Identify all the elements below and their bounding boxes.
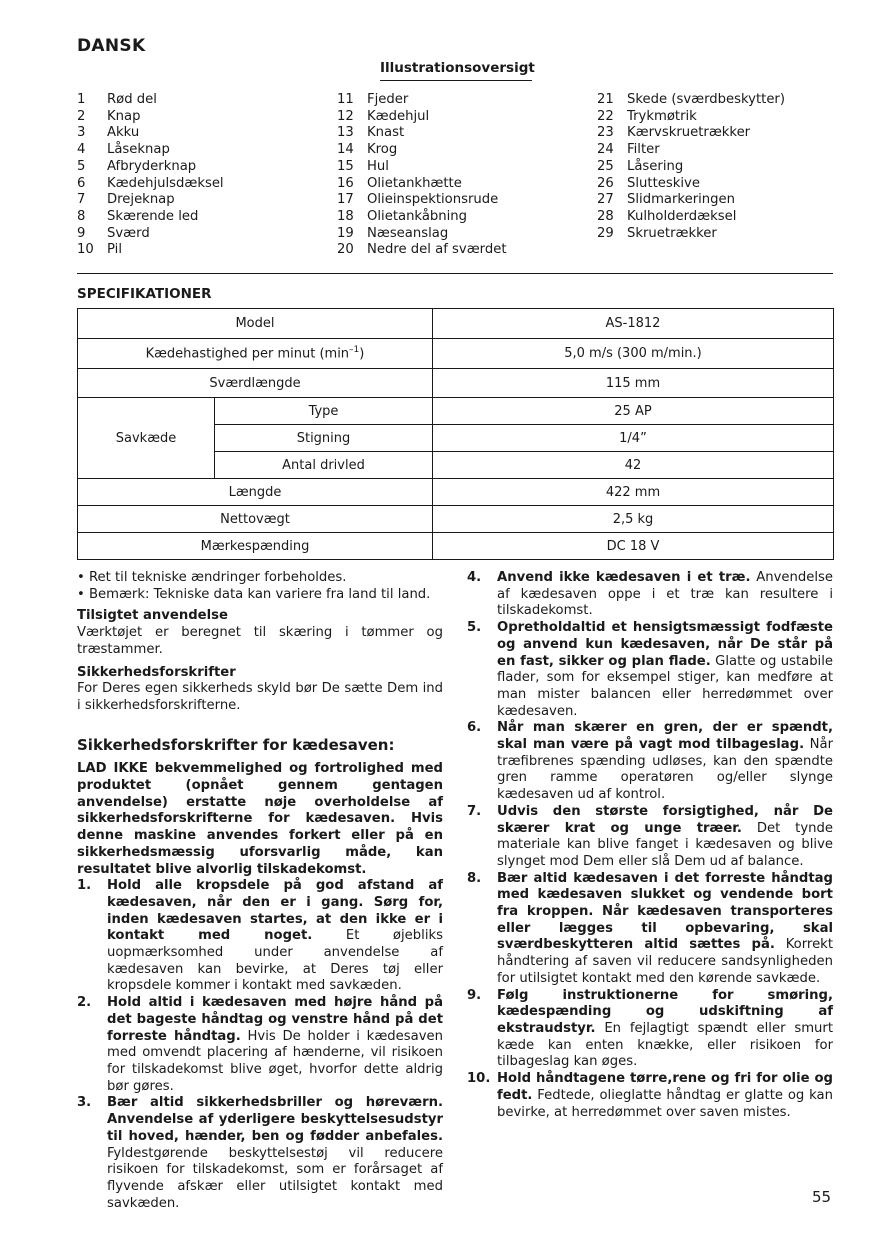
- spec-value: 25 AP: [433, 398, 834, 425]
- part-number: 20: [337, 242, 354, 258]
- part-number: 16: [337, 175, 354, 191]
- safety-item-text: [497, 871, 833, 988]
- spec-label: Længde: [78, 479, 433, 506]
- safety-item-bold: Når man skærer en gren, der er spændt, skal man være på vagt mod tilbageslag.: [497, 720, 833, 753]
- specifications-heading: SPECIFIKATIONER: [77, 286, 212, 302]
- part-label: Kædehjulsdæksel: [107, 175, 224, 191]
- specifications-table: [77, 308, 834, 560]
- spec-label: Sværdlængde: [78, 369, 433, 398]
- safety-item-bold: Hold håndtagene tørre,rene og fri for olie og fedt.: [497, 1071, 833, 1103]
- safety-item-body: Det tynde materiale kan blive fanget i kædesaven og blive slynget mod Dem eller slå Dem ud af balance.: [497, 820, 833, 869]
- safety-item-bold: Bær altid sikkerhedsbriller og høreværn. Anvendelse af yderligere beskyttelsesudstyr til hoved, hænder, ben og fødder anbefales.: [107, 1095, 443, 1144]
- part-label: Knast: [367, 125, 405, 141]
- spec-row-model: [78, 309, 834, 339]
- speed-label-text: Kædehastighed per minut (min: [145, 346, 350, 362]
- part-number: 28: [597, 208, 614, 224]
- parts-list-item: [597, 192, 785, 209]
- speed-label-exponent: –1: [349, 345, 360, 356]
- part-number: 13: [337, 125, 354, 141]
- safety-items-left: [77, 878, 443, 1212]
- part-label: Slidmarkeringen: [627, 192, 735, 208]
- part-label: Olietankåbning: [367, 208, 468, 224]
- part-label: Nedre del af sværdet: [367, 242, 507, 258]
- safety-item-bold: Hold alle kropsdele på god afstand af kædesaven, når den er i gang. Sørg for, inden kædesaven startes, at den ikke er i kontakt med noget.: [107, 878, 443, 944]
- parts-list-item: [77, 209, 224, 226]
- spec-label: Mærkespænding: [78, 533, 433, 560]
- spec-value: 1/4”: [433, 425, 834, 452]
- safety-heading: Sikkerhedsforskrifter: [77, 664, 236, 680]
- part-label: Næseanslag: [367, 225, 449, 241]
- intended-use-heading: Tilsigtet anvendelse: [77, 608, 228, 624]
- part-number: 2: [77, 108, 86, 124]
- safety-item: [467, 720, 833, 804]
- part-label: Knap: [107, 108, 141, 124]
- spec-value: 2,5 kg: [433, 506, 834, 533]
- spec-value: DC 18 V: [433, 533, 834, 560]
- intended-use-text: Værktøjet er beregnet til skæring i tømmer og træstammer.: [77, 625, 443, 657]
- spec-label: Model: [78, 309, 433, 339]
- safety-item-text: [497, 1071, 833, 1121]
- part-number: 23: [597, 125, 614, 141]
- part-label: Olietankhætte: [367, 175, 462, 191]
- spec-group-label: Savkæde: [78, 398, 215, 479]
- safety-item-text: [497, 988, 833, 1072]
- parts-list-column-3: [597, 92, 785, 242]
- safety-item-number: 7.: [467, 803, 482, 819]
- parts-list-column-2: [337, 92, 507, 259]
- part-label: Fjeder: [367, 92, 409, 107]
- part-number: 5: [77, 158, 86, 174]
- safety-item-text: [497, 570, 833, 620]
- part-label: Låsering: [627, 158, 684, 174]
- safety-item: [467, 1071, 833, 1121]
- spec-label: Antal drivled: [215, 452, 433, 479]
- safety-item-text: [107, 995, 443, 1095]
- part-label: Pil: [107, 242, 122, 258]
- parts-list-item: [597, 226, 785, 243]
- part-label: Filter: [627, 142, 660, 158]
- safety-item: [77, 878, 443, 995]
- spec-row-rated-voltage: [78, 533, 834, 560]
- part-number: 26: [597, 175, 614, 191]
- safety-item-body: Når træfibrenes spænding udløses, kan den spændte gren ramme operatøren og/eller slynge kædesaven ud af kontrol.: [497, 737, 833, 803]
- parts-list-item: [77, 109, 224, 126]
- parts-list-item: [337, 109, 507, 126]
- part-label: Kædehjul: [367, 108, 430, 124]
- safety-items-right: [467, 570, 833, 1121]
- spec-value: 42: [433, 452, 834, 479]
- part-label: Hul: [367, 158, 389, 174]
- parts-list-item: [77, 142, 224, 159]
- safety-item-body: Et øjebliks uopmærksomhed under anvendelse af kædesaven kan bevirke, at Deres tøj eller kropsdele kommer i kontakt med savkæden.: [107, 928, 443, 994]
- part-label: Trykmøtrik: [627, 108, 697, 124]
- page-number: 55: [812, 1188, 832, 1206]
- safety-item-bold: Udvis den største forsigtighed, når De skærer krat og unge træer.: [497, 803, 833, 836]
- safety-item: [467, 570, 833, 620]
- part-number: 29: [597, 225, 614, 241]
- part-number: 4: [77, 142, 86, 158]
- safety-item-bold: Anvend ikke kædesaven i et træ.: [497, 570, 751, 585]
- safety-item-number: 8.: [467, 870, 482, 886]
- part-number: 6: [77, 175, 86, 191]
- safety-item-number: 3.: [77, 1095, 92, 1111]
- parts-list-item: [597, 109, 785, 126]
- part-number: 19: [337, 225, 354, 241]
- parts-list-item: [337, 92, 507, 109]
- part-number: 24: [597, 142, 614, 158]
- spec-row-chain-speed: [78, 339, 834, 369]
- safety-item-text: [107, 1095, 443, 1212]
- parts-list-item: [77, 125, 224, 142]
- part-label: Kærvskruetrækker: [627, 125, 751, 141]
- safety-item: [467, 988, 833, 1072]
- part-number: 9: [77, 225, 86, 241]
- safety-item: [77, 1095, 443, 1212]
- safety-item-body: Fyldestgørende beskyttelsestøj vil reducere risikoen for tilskadekomst, som er forårsaget af flyvende afskær eller utilsigtet kontakt med savkæden.: [107, 1145, 443, 1211]
- parts-list-item: [337, 242, 507, 259]
- spec-label: Nettovægt: [78, 506, 433, 533]
- part-label: Afbryderknap: [107, 158, 197, 174]
- safety-item-body: Hvis De holder i kædesaven med omvendt placering af hænderne, vil risikoen for tilskadekomst blive øget, hvorfor dette aldrig bør gøres.: [107, 1028, 443, 1094]
- safety-item-number: 1.: [77, 878, 92, 894]
- language-heading: DANSK: [77, 36, 146, 56]
- left-text-column: [77, 570, 443, 1212]
- safety-item-text: [497, 720, 833, 804]
- right-text-column: [467, 570, 833, 1121]
- safety-item-number: 5.: [467, 620, 482, 636]
- safety-item-text: [107, 878, 443, 995]
- note-line: • Ret til tekniske ændringer forbeholdes.: [77, 570, 347, 585]
- section-divider: [77, 273, 833, 274]
- parts-list-item: [337, 125, 507, 142]
- safety-text: For Deres egen sikkerheds skyld bør De sætte Dem ind i sikkerhedsforskrifterne.: [77, 681, 443, 713]
- part-number: 14: [337, 142, 354, 158]
- spec-value: AS-1812: [433, 309, 834, 339]
- parts-list-item: [77, 159, 224, 176]
- safety-item: [467, 804, 833, 871]
- part-number: 27: [597, 192, 614, 208]
- spec-label: Stigning: [215, 425, 433, 452]
- parts-list-item: [597, 209, 785, 226]
- speed-label-close: ): [359, 346, 365, 362]
- part-label: Kulholderdæksel: [627, 208, 737, 224]
- part-number: 15: [337, 158, 354, 174]
- parts-list-item: [337, 209, 507, 226]
- safety-item-body: En fejlagtigt spændt eller smurt kæde kan enten knække, eller risikoen for tilbageslag kan øges.: [497, 1020, 833, 1070]
- safety-item-number: 10.: [467, 1071, 491, 1087]
- parts-list-column-1: [77, 92, 224, 259]
- part-label: Rød del: [107, 92, 157, 107]
- part-number: 25: [597, 158, 614, 174]
- safety-item-text: [497, 620, 833, 720]
- safety-item-number: 9.: [467, 987, 482, 1003]
- safety-item-body: Anvendelse af kædesaven oppe i et træ kan resultere i tilskadekomst.: [497, 570, 833, 619]
- spec-label: Type: [215, 398, 433, 425]
- parts-list-item: [77, 242, 224, 259]
- part-number: 1: [77, 92, 86, 107]
- spec-row-length: [78, 479, 834, 506]
- part-label: Skærende led: [107, 208, 199, 224]
- safety-item-number: 4.: [467, 570, 482, 585]
- part-label: Slutteskive: [627, 175, 700, 191]
- illustration-overview-title: Illustrationsoversigt: [380, 60, 532, 81]
- part-number: 11: [337, 92, 354, 107]
- parts-list-item: [337, 226, 507, 243]
- parts-list-item: [597, 176, 785, 193]
- parts-list-item: [77, 192, 224, 209]
- part-number: 3: [77, 125, 86, 141]
- safety-item-bold: Hold altid i kædesaven med højre hånd på det bageste håndtag og venstre hånd på det forreste håndtag.: [107, 995, 443, 1044]
- part-number: 17: [337, 192, 354, 208]
- safety-item: [77, 995, 443, 1095]
- spec-row-net-weight: [78, 506, 834, 533]
- parts-list-item: [77, 226, 224, 243]
- part-number: 18: [337, 208, 354, 224]
- parts-list-item: [77, 92, 224, 109]
- chainsaw-safety-intro: LAD IKKE bekvemmelighed og fortrolighed med produktet (opnået gennem gentagen anvendelse) erstatte nøje overholdelse af sikkerhedsforskrifterne for kædesaven. Hvis denne maskine anvendes forkert eller på en sikkerhedsmæssig uforsvarlig måde, kan resultatet blive alvorlig tilskadekomst.: [77, 761, 443, 877]
- note-line: • Bemærk: Tekniske data kan variere fra land til land.: [77, 586, 431, 602]
- part-number: 8: [77, 208, 86, 224]
- part-label: Låseknap: [107, 142, 170, 158]
- part-label: Skruetrækker: [627, 225, 717, 241]
- safety-item-body: Glatte og ustabile flader, som for eksempel stiger, kan medføre at man mister balancen eller herredømmet over kædesaven.: [497, 653, 834, 719]
- safety-item-number: 2.: [77, 995, 92, 1011]
- safety-item-number: 6.: [467, 720, 482, 736]
- part-number: 12: [337, 108, 354, 124]
- safety-item: [467, 871, 833, 988]
- part-label: Krog: [367, 142, 398, 158]
- spec-row-chain-type: [78, 398, 834, 425]
- safety-item-text: [497, 804, 833, 871]
- spec-value: 115 mm: [433, 369, 834, 398]
- part-number: 21: [597, 92, 614, 107]
- spec-value: 5,0 m/s (300 m/min.): [433, 339, 834, 369]
- part-number: 22: [597, 108, 614, 124]
- safety-item: [467, 620, 833, 720]
- parts-list-item: [597, 125, 785, 142]
- chainsaw-safety-heading: Sikkerhedsforskrifter for kædesaven:: [77, 735, 395, 754]
- parts-list-item: [337, 159, 507, 176]
- safety-item-body: Korrekt håndtering af saven vil reducere sandsynligheden for utilsigtet kontakt med den kørende savkæde.: [497, 937, 833, 986]
- part-number: 10: [77, 242, 94, 258]
- part-label: Skede (sværdbeskytter): [627, 92, 786, 107]
- parts-list-item: [337, 176, 507, 193]
- spec-label: [78, 339, 433, 369]
- safety-item-body: Fedtede, olieglatte håndtag er glatte og kan bevirke, at herredømmet over saven mistes.: [497, 1087, 833, 1120]
- parts-list-item: [337, 142, 507, 159]
- part-label: Olieinspektionsrude: [367, 192, 499, 208]
- safety-item-bold: Bær altid kædesaven i det forreste håndtag med kædesaven slukket og vendende bort fra kroppen. Når kædesaven transporteres eller lægges til opbevaring, skal sværdbeskytteren altid sættes på.: [497, 870, 833, 953]
- part-label: Akku: [107, 125, 140, 141]
- parts-list-item: [597, 92, 785, 109]
- parts-list-item: [77, 176, 224, 193]
- part-number: 7: [77, 192, 86, 208]
- spec-value: 422 mm: [433, 479, 834, 506]
- spec-row-bar-length: [78, 369, 834, 398]
- parts-list-item: [337, 192, 507, 209]
- part-label: Drejeknap: [107, 192, 175, 208]
- parts-list-item: [597, 142, 785, 159]
- part-label: Sværd: [107, 225, 150, 241]
- safety-item-bold: Følg instruktionerne for smøring, kædespænding og udskiftning af ekstraudstyr.: [497, 987, 833, 1036]
- safety-item-bold: Opretholdaltid et hensigtsmæssigt fodfæste og anvend kun kædesaven, når De står på en fast, sikker og plan flade.: [497, 620, 833, 669]
- parts-list-item: [597, 159, 785, 176]
